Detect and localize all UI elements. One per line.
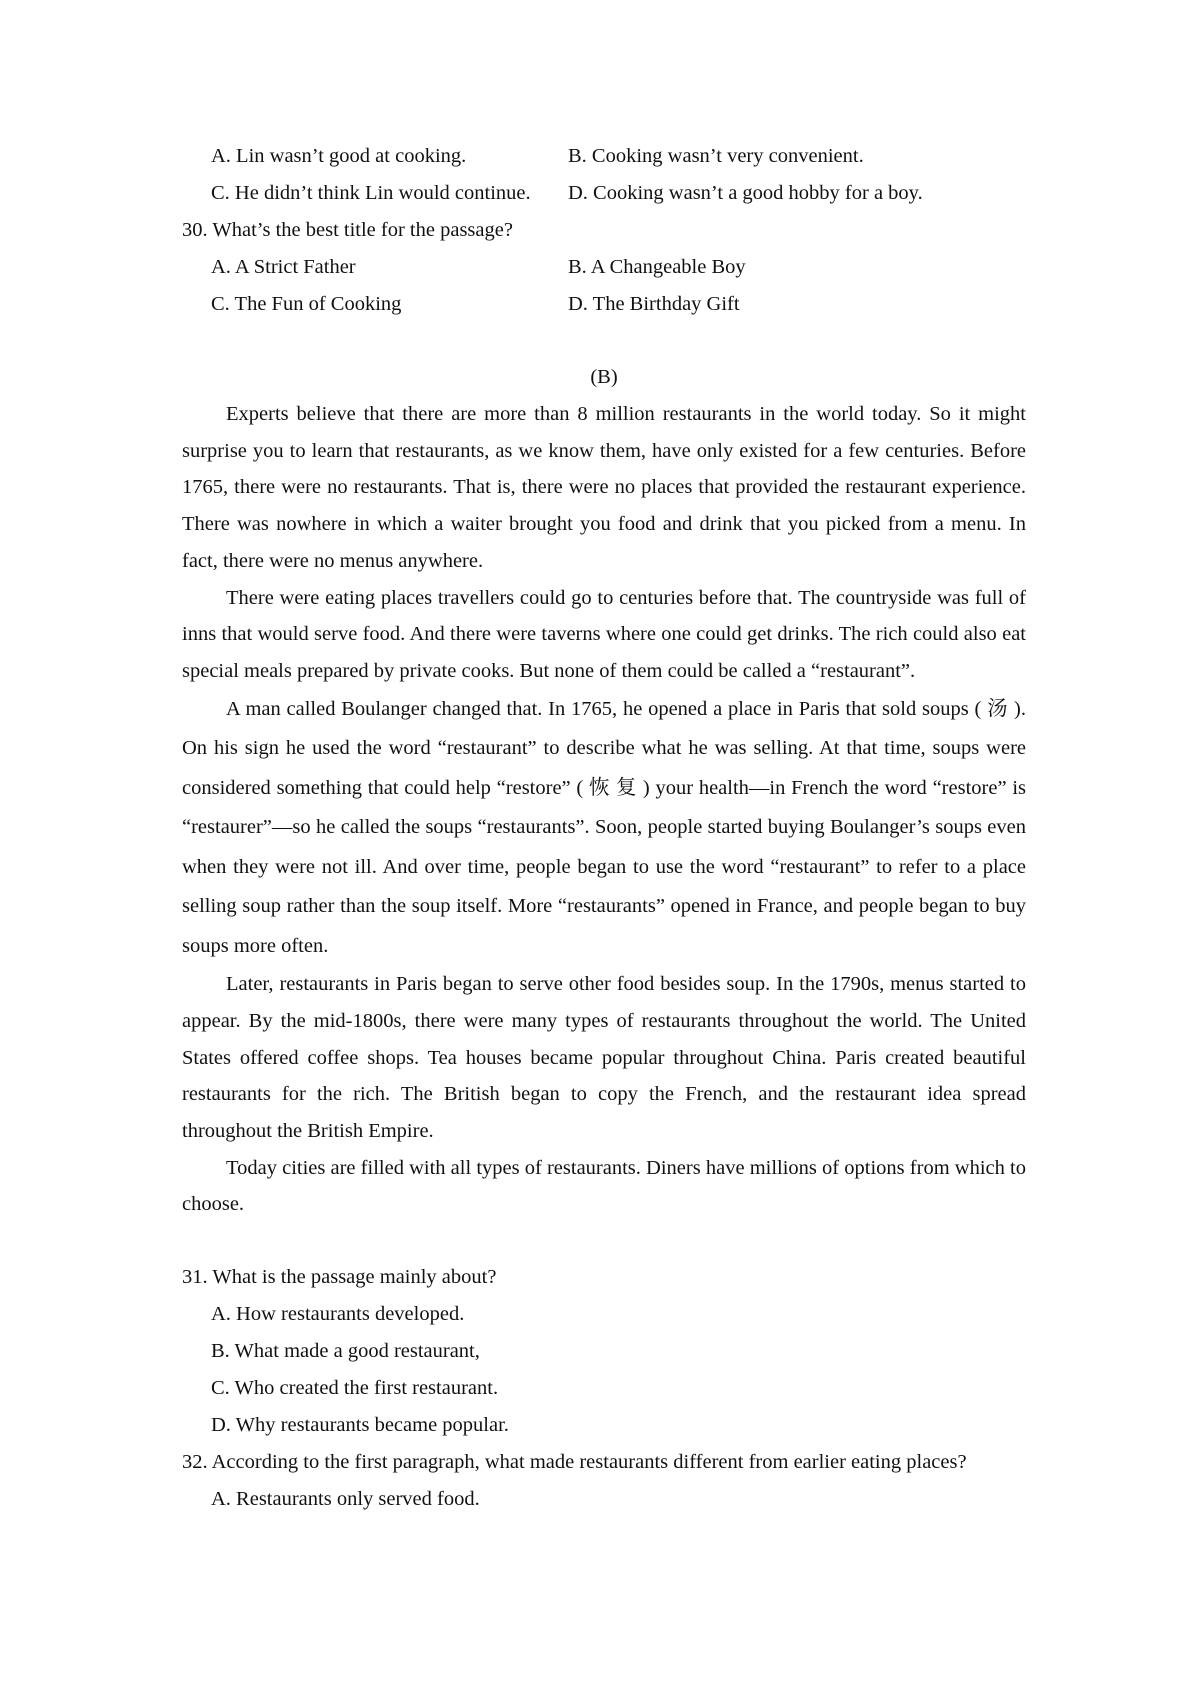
q31-option-c: C. Who created the first restaurant. (211, 1377, 499, 1400)
q29-option-a: A. Lin wasn’t good at cooking. (211, 145, 467, 167)
q29-option-c: C. He didn’t think Lin would continue. (211, 182, 531, 204)
section-spacer (182, 1223, 1026, 1259)
q30-question: 30. What’s the best title for the passage? (182, 219, 513, 241)
passage-b-paragraph-2: There were eating places travellers could go to centuries before that. The countryside was full of inns that would serve food. And there were taverns where one could get drinks. The rich could also eat special meals prepared by private cooks. But none of them could be called a “restaurant”. (182, 586, 1026, 682)
q30-options-row-1 (182, 249, 1026, 286)
q32-question: 32. According to the first paragraph, what made restaurants different from earlier eating places? (182, 1451, 967, 1474)
q31-option-b: B. What made a good restaurant, (211, 1340, 480, 1363)
exam-page (182, 138, 1026, 1518)
q31-question: 31. What is the passage mainly about? (182, 1266, 497, 1289)
q30-option-c: C. The Fun of Cooking (211, 293, 402, 315)
passage-b-title: (B) (590, 366, 618, 388)
q31-option-d: D. Why restaurants became popular. (211, 1414, 509, 1437)
passage-b-paragraph-3: A man called Boulanger changed that. In 1765, he opened a place in Paris that sold soups ( 汤 ). On his sign he used the word “restaurant” to describe what he was selling. At that time, soups were considered something that could help “restore” ( 恢 复 ) your health—in French the word “restore” is “restaurer”—so he called the soups “restaurants”. Soon, people started buying Boulanger’s soups even when they were not ill. And over time, people began to use the word “restaurant” to refer to a place selling soup rather than the soup itself. More “restaurants” opened in France, and people began to buy soups more often. (182, 697, 1026, 957)
q30-option-b: B. A Changeable Boy (568, 256, 746, 278)
q32-option-a: A. Restaurants only served food. (211, 1488, 480, 1511)
passage-b-paragraph-5: Today cities are filled with all types of restaurants. Diners have millions of options from which to choose. (182, 1156, 1026, 1216)
q29-option-d: D. Cooking wasn’t a good hobby for a boy. (568, 182, 923, 204)
q30-option-a: A. A Strict Father (211, 256, 356, 278)
q29-options-row-2 (182, 175, 1026, 212)
q31-option-a: A. How restaurants developed. (211, 1303, 465, 1326)
q29-options-row-1 (182, 138, 1026, 175)
passage-b-paragraph-1: Experts believe that there are more than 8 million restaurants in the world today. So it might surprise you to learn that restaurants, as we know them, have only existed for a few centuries. Before 1765, there were no restaurants. That is, there were no places that provided the restaurant experience. There was nowhere in which a waiter brought you food and drink that you picked from a menu. In fact, there were no menus anywhere. (182, 403, 1026, 572)
q29-option-b: B. Cooking wasn’t very convenient. (568, 145, 864, 167)
q30-option-d: D. The Birthday Gift (568, 293, 740, 315)
q30-options-row-2 (182, 286, 1026, 323)
passage-b-paragraph-4: Later, restaurants in Paris began to serve other food besides soup. In the 1790s, menus started to appear. By the mid-1800s, there were many types of restaurants throughout the world. The United States offered coffee shops. Tea houses became popular throughout China. Paris created beautiful restaurants for the rich. The British began to copy the French, and the restaurant idea spread throughout the British Empire. (182, 973, 1026, 1142)
